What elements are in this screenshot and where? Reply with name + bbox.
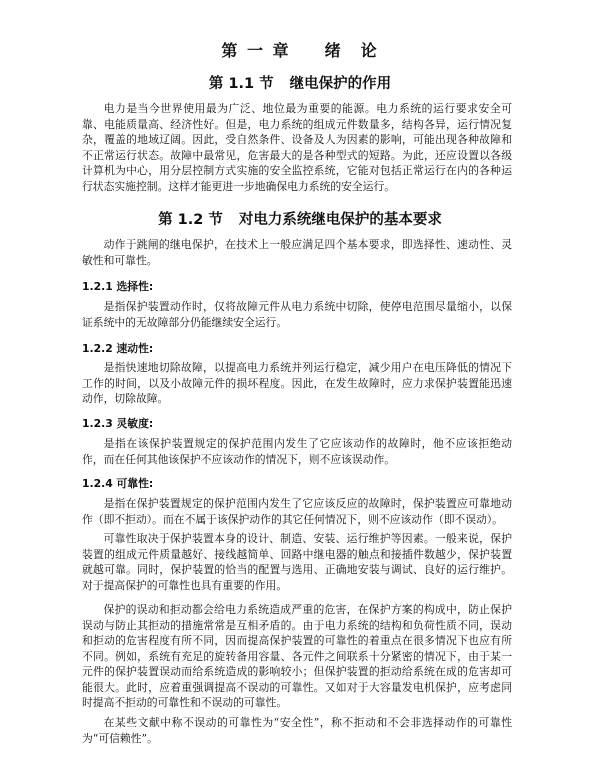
subsection-sensitivity-text: 是指在该保护装置规定的保护范围内发生了它应该动作的故障时，他不应该拒绝动作，而在任何其他该保护不应该动作的情况下，则不应该误动作。: [82, 437, 512, 466]
section-1-title: 继电保护的作用: [289, 76, 392, 92]
subsection-speed-text: 是指快速地切除故障，以提高电力系统并列运行稳定，减少用户在电压降低的情况下工作的时间，以及小故障元件的损坏程度。因此，在发生故障时，应力求保护装置能迅速动作，切除故障。: [82, 361, 512, 405]
subsection-selectivity-text: 是指保护装置动作时，仅将故障元件从电力系统中切除，使停电范围尽量缩小，以保证系统中的无故障部分仍能继续安全运行。: [82, 300, 512, 329]
subsection-selectivity-label: 1.2.1 选择性:: [82, 280, 154, 293]
reliability-paragraph-4: 在某些文献中称不误动的可靠性为“安全性”，称不拒动和不会非选择动作的可靠性为“可信赖性”。: [82, 716, 512, 745]
section-1-number: 第 1.1 节: [208, 76, 274, 92]
section-2-number: 第 1.2 节: [158, 212, 223, 228]
chapter-title: 绪 论: [324, 41, 379, 60]
chapter-number: 第 一 章: [221, 41, 291, 60]
section-1-heading: [0, 72, 600, 93]
subsection-reliability-label: 1.2.4 可靠性:: [82, 477, 154, 490]
section-1-paragraph: 电力是当今世界使用最为广泛、地位最为重要的能源。电力系统的运行要求安全可靠、电能质量高、经济性好。但是，电力系统的组成元件数量多，结构各异，运行情况复杂，覆盖的地域辽阔。因此，受自然条件、设备及人为因素的影响，可能出现各种故障和不正常运行状态。故障中最常见，危害最大的是各种型式的短路。为此，还应设置以各级计算机为中心，用分层控制方式实施的安全监控系统，它能对包括正常运行在内的各种运行状态实施控制。这样才能更进一步地确保电力系统的安全运行。: [82, 102, 512, 193]
subsection-sensitivity-label: 1.2.3 灵敏度:: [82, 417, 154, 430]
section-2-heading: [0, 208, 600, 229]
section-2-intro: 动作于跳闸的继电保护，在技术上一般应满足四个基本要求，即选择性、速动性、灵敏性和可靠性。: [82, 238, 512, 267]
section-2-title: 对电力系统继电保护的基本要求: [238, 212, 442, 228]
chapter-heading: [0, 38, 600, 61]
reliability-paragraph-2: 可靠性取决于保护装置本身的设计、制造、安装、运行维护等因素。一般来说，保护装置的组成元件质量越好、接线越简单、回路中继电器的触点和接插件数越少，保护装置就越可靠。同时，保护装置的恰当的配置与选用、正确地安装与调试、良好的运行维护。对于提高保护的可靠性也具有重要的作用。: [82, 532, 512, 592]
reliability-paragraph-3: 保护的误动和拒动都会给电力系统造成严重的危害，在保护方案的构成中，防止保护误动与防止其拒动的措施常常是互相矛盾的。由于电力系统的结构和负荷性质不同，误动和拒动的危害程度有所不同，因而提高保护装置的可靠性的着重点在很多情况下也应有所不同。例如，系统有充足的旋转备用容量、各元件之间联系十分紧密的情况下，由于某一元件的保护装置误动而给系统造成的影响较小；但保护装置的拒动给系统在成的危害却可能很大。此时，应着重强调提高不误动的可靠性。又如对于大容量发电机保护，应考虑同时提高不拒动的可靠性和不误动的可靠性。: [82, 603, 512, 709]
subsection-speed-label: 1.2.2 速动性:: [82, 342, 154, 355]
reliability-paragraph-1: 是指在保护装置规定的保护范围内发生了它应该反应的故障时，保护装置应可靠地动作（即不拒动）。而在不属于该保护动作的其它任何情况下，则不应该动作（即不误动）。: [82, 497, 512, 526]
